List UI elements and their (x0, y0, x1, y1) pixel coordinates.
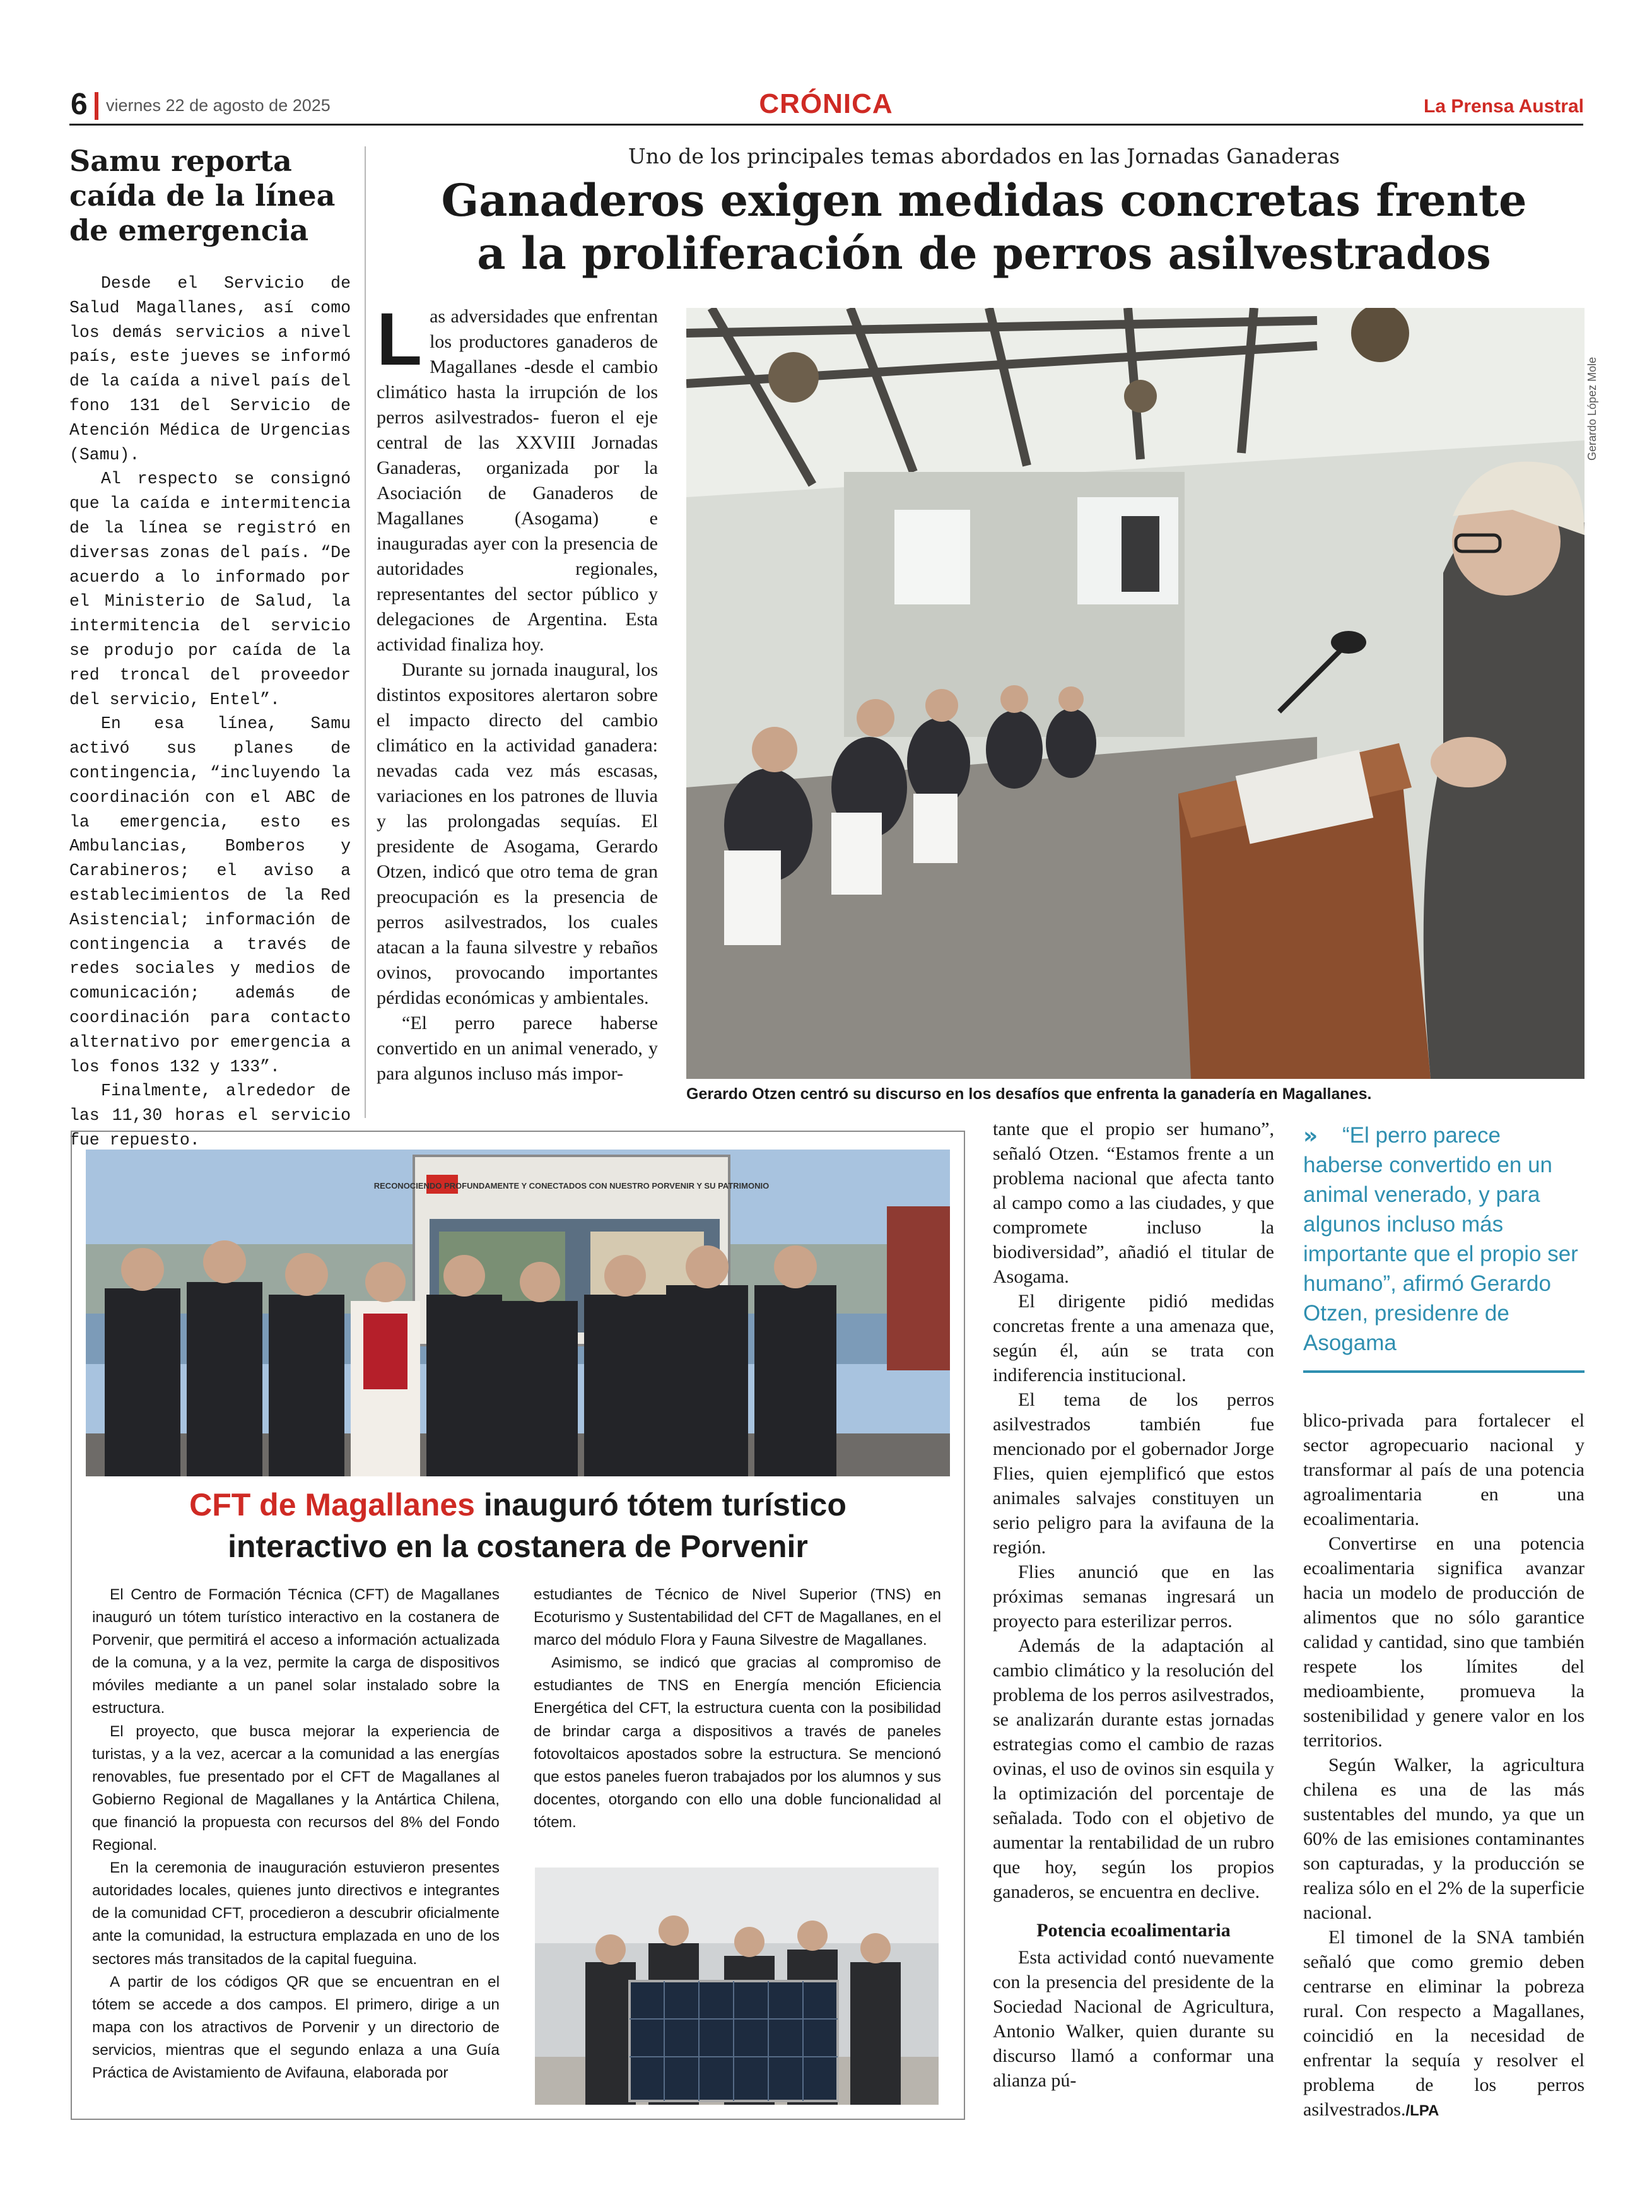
article-paragraph: El tema de los perros asilvestrados también fue mencionado por el gobernador Jorge Flies, quien ejemplificó que estos animales salvajes constituyen un serio peligro para la avifauna de la región. (993, 1389, 1274, 1558)
drop-cap: L (377, 298, 423, 381)
article-headline (378, 174, 1590, 280)
article-column-3 (1303, 1408, 1585, 2123)
headline-line: a la proliferación de perros asilvestrados (477, 227, 1491, 279)
cft-paragraph: Asimismo, se indicó que gracias al compromiso de estudiantes de TNS en Energía mención Eficiencia Energética del CFT, la estructura cuenta con la posibilidad de brindar carga a dispositivos a través de paneles fotovoltaicos apostados sobre la estructura. Se mencionó que estos paneles fueron trabajados por los alumnos y sus docentes, otorgando con ello una doble funcionalidad al tótem. (534, 1654, 941, 1831)
article-paragraph: blico-privada para fortalecer el sector agropecuario nacional y transformar al país de una potencia agroalimentaria en una ecoalimentaria. (1303, 1410, 1585, 1529)
page-number: 6 (71, 88, 88, 121)
cft-paragraph: A partir de los códigos QR que se encuentran en el tótem se accede a dos campos. El primero, dirige a un mapa con los atractivos de Porvenir y un directorio de servicios, mientras que el segundo enlaza a una Guía Práctica de Avistamiento de Avifauna, elaborada por (92, 1973, 500, 2081)
article-column-1 (377, 298, 658, 1086)
cft-headline-org: CFT de Magallanes (189, 1487, 475, 1522)
brief-paragraph: Finalmente, alrededor de las 11,30 horas el servicio fue repuesto. (69, 1081, 351, 1150)
cft-column-2 (534, 1584, 941, 1834)
cft-paragraph: En la ceremonia de inauguración estuvieron presentes autoridades locales, quienes junto directivos e integrantes de la comunidad CFT, procedieron a descubrir oficialmente ante la comunidad, la estructura emplazada en uno de los sectores más transitados de la capital fueguina. (92, 1859, 500, 1968)
article-paragraph (1303, 1925, 1585, 2123)
article-paragraph: Convertirse en una potencia ecoalimentaria significa avanzar hacia un modelo de producción de alimentos que no sólo garantice calidad y cantidad, sino que también respete los límites del medioambiente, promueva la sostenibilidad y genere valor en los territorios. (1303, 1533, 1585, 1751)
cft-headline-line2: interactivo en la costanera de Porvenir (228, 1529, 808, 1564)
cft-paragraph: estudiantes de Técnico de Nivel Superior (TNS) en Ecoturismo y Sustentabilidad del CFT de Magallanes, en el marco del módulo Flora y Fauna Silvestre de Magallanes. (534, 1586, 941, 1649)
cft-paragraph: El proyecto, que busca mejorar la experiencia de turistas, y a la vez, acercar a la comunidad a las energías renovables, fue presentado por el CFT de Magallanes al Gobierno Regional de Magallanes y la Antártica Chilena, que financió la propuesta con recursos del 8% del Fondo Regional. (92, 1722, 500, 1854)
headline-line: Ganaderos exigen medidas concretas frente (441, 174, 1527, 226)
cft-headline-line1 (86, 1484, 950, 1526)
header-rule (69, 124, 1583, 126)
article-paragraph: Además de la adaptación al cambio climático y la resolución del problema de los perros asilvestrados, se analizarán durante estas jornadas estrategias como el cambio de razas ovinas, el uso de ovinos sin esquila y la optimización del porcentaje de señalada. Todo con el objetivo de aumentar la rentabilidad de un rubro que hoy, según los propios ganaderos, se encuentra en declive. (993, 1635, 1274, 1902)
article-paragraph: Durante su jornada inaugural, los distintos expositores alertaron sobre el impacto directo del cambio climático en la actividad ganadera: nevadas cada vez más escasas, variaciones en los patrones de lluvia y las prolongadas sequías. El presidente de Asogama, Gerardo Otzen, indicó que otro tema de gran preocupación es la presencia de perros asilvestrados, los cuales atacan a la fauna silvestre y rebaños ovinos, provocando importantes pérdidas económicas y ambientales. (377, 659, 658, 1008)
article-subhead: Potencia ecoalimentaria (1036, 1920, 1231, 1941)
paragraph-text: El timonel de la SNA también señaló que como gremio deben centrarse en eliminar la pobreza rural. Con respecto a Magallanes, coincidió en la necesidad de enfrentar la sequía y resolver el problema de los perros asilvestrados. (1303, 1927, 1585, 2120)
section-name: CRÓNICA (759, 88, 893, 119)
article-paragraph: tante que el propio ser humano”, señaló Otzen. “Estamos frente a un problema nacional que afecta tanto al campo como a las ciudades, y que compromete incluso la biodiversidad”, añadió el titular de Asogama. (993, 1119, 1274, 1287)
cft-headline (86, 1484, 950, 1567)
article-signature: /LPA (1405, 2102, 1439, 2119)
cft-column-1 (92, 1584, 500, 2085)
brief-paragraph: Desde el Servicio de Salud Magallanes, así como los demás servicios a nivel país, este jueves se informó de la caída a nivel país del fono 131 del Servicio de Atención Médica de Urgencias (Samu). (69, 274, 351, 464)
page-number-accent-bar (95, 92, 98, 120)
article-kicker: Uno de los principales temas abordados en las Jornadas Ganaderas (628, 144, 1340, 168)
article-paragraph (377, 298, 658, 657)
brief-headline: Samu reporta caída de la línea de emergencia (69, 144, 336, 247)
photo-credit: Gerardo López Mole (1586, 356, 1598, 461)
column-divider (365, 146, 366, 1118)
article-paragraph: El dirigente pidió medidas concretas frente a una amenaza que, según él, aún se trata con indiferencia institucional. (993, 1291, 1274, 1385)
brief-paragraph: En esa línea, Samu activó sus planes de contingencia, “incluyendo la coordinación con el ABC de la emergencia, esto es Ambulancias, Bomberos y Carabineros; el aviso a establecimientos de la Red Asistencial; información de contingencia a través de redes sociales y medios de comunicación; además de coordinación para contacto alternativo por emergencia a los fonos 132 y 133”. (69, 714, 351, 1076)
pull-quote-rule (1303, 1370, 1585, 1373)
paragraph-text: as adversidades que enfrentan los productores ganaderos de Magallanes -desde el cambio climático hasta la irrupción de los perros asilvestrados- fueron el eje central de las XXVIII Jornadas Ganaderas, organizada por la Asociación de Ganaderos de Magallanes (Asogama) e inauguradas ayer con la presencia de autoridades regionales, representantes del sector público y delegaciones de Argentina. Esta actividad finaliza hoy. (377, 306, 658, 655)
article-paragraph: “El perro parece haberse convertido en un animal venerado, y para algunos incluso más impor- (377, 1013, 658, 1084)
brief-body (69, 271, 351, 1153)
issue-date: viernes 22 de agosto de 2025 (106, 96, 331, 115)
billboard-text: RECONOCIENDO PROFUNDAMENTE Y CONECTADOS CON NUESTRO PORVENIR Y SU PATRIMONIO (373, 1181, 770, 1191)
brief-paragraph: Al respecto se consignó que la caída e intermitencia de la línea se registró en diversas zonas del país. “De acuerdo a lo informado por el Ministerio de Salud, la intermitencia del servicio se produjo por caída de la red troncal del proveedor del servicio, Entel”. (69, 469, 351, 709)
main-article-photo (686, 308, 1585, 1079)
article-paragraph: Según Walker, la agricultura chilena es una de las más sustentables del mundo, ya que un 60% de las emisiones contaminantes son capturadas, y la producción se realiza sólo en el 2% de la superficie nacional. (1303, 1755, 1585, 1923)
solar-panel-photo (535, 1868, 939, 2105)
pull-quote: “El perro parece haberse convertido en un animal venerado, y para algunos incluso más importante que el propio ser humano”, afirmó Gerardo Otzen, presidenre de Asogama (1303, 1123, 1578, 1355)
publication-name: La Prensa Austral (1424, 96, 1584, 117)
article-column-2 (993, 1117, 1274, 2093)
article-paragraph: Esta actividad contó nuevamente con la presencia del presidente de la Sociedad Nacional de Agricultura, Antonio Walker, quien durante su discurso llamó a conformar una alianza pú- (993, 1947, 1274, 2091)
article-paragraph: Flies anunció que en las próximas semanas ingresará un proyecto para esterilizar perros. (993, 1562, 1274, 1632)
photo-caption: Gerardo Otzen centró su discurso en los desafíos que enfrenta la ganadería en Magallanes. (686, 1085, 1372, 1103)
double-chevron-right-icon: » (1303, 1123, 1318, 1149)
cft-headline-rest: inauguró tótem turístico (474, 1487, 847, 1522)
cft-paragraph: El Centro de Formación Técnica (CFT) de Magallanes inauguró un tótem turístico interactivo en la costanera de Porvenir, que permitirá el acceso a información actualizada de la comuna, y a la vez, permite la carga de dispositivos móviles mediante a un panel solar instalado sobre la estructura. (92, 1586, 500, 1717)
cft-group-photo (86, 1150, 950, 1476)
